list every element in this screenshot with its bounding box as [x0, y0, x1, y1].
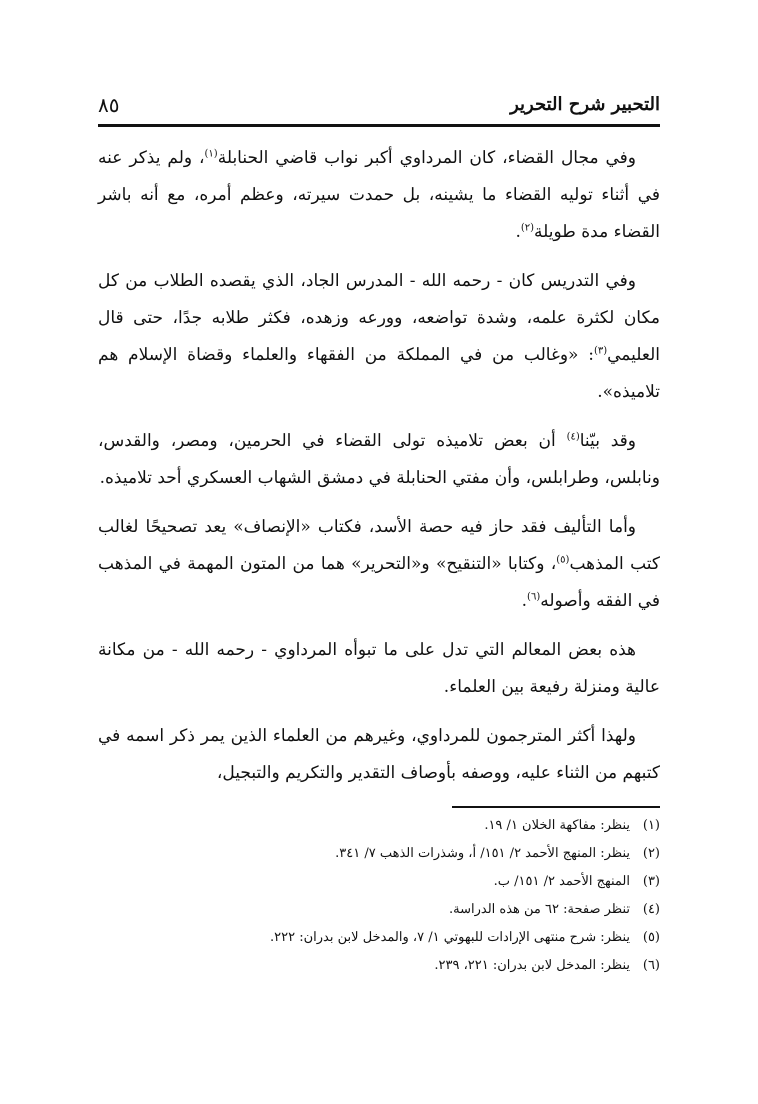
paragraph-text: وقد بيّنا [579, 431, 636, 451]
paragraph-text: ولهذا أكثر المترجمون للمرداوي، وغيرهم من العلماء الذين يمر ذكر اسمه في كتبهم من الثناء عليه، ووصفه بأوصاف التقدير والتكريم والتبجيل، [98, 726, 660, 783]
footnote-marker[interactable]: (٦) [527, 591, 541, 603]
footnote-separator [452, 806, 660, 808]
paragraph [98, 718, 660, 792]
body-text [98, 140, 660, 804]
footnote-text: المنهج الأحمد ٢/ ١٥١/ ب. [493, 874, 630, 889]
paragraph-text: : «وغالب من في المملكة من الفقهاء والعلماء وقضاة الإسلام هم تلاميذه». [98, 345, 660, 402]
footnote [98, 868, 660, 896]
footnote-text: ينظر: المدخل لابن بدران: ٢٢١، ٢٣٩. [434, 958, 630, 973]
footnote-number: (٢) [642, 846, 660, 861]
footnote [98, 924, 660, 952]
page-header [98, 90, 660, 120]
header-rule [98, 124, 660, 127]
footnote-number: (٥) [642, 930, 660, 945]
paragraph [98, 263, 660, 411]
footnote [98, 896, 660, 924]
paragraph [98, 632, 660, 706]
footnote-text: ينظر: شرح منتهى الإرادات للبهوتي ١/ ٧، والمدخل لابن بدران: ٢٢٢. [270, 930, 630, 945]
footnote-marker[interactable]: (٢) [520, 222, 535, 234]
footnote-text: ينظر: المنهج الأحمد ٢/ ١٥١/ أ، وشذرات الذهب ٧/ ٣٤١. [335, 846, 630, 861]
footnote-text: ينظر: مفاكهة الخلان ١/ ١٩. [484, 818, 630, 833]
running-title: التحبير شرح التحرير [510, 94, 660, 115]
footnote-number: (٦) [642, 958, 660, 973]
footnote-marker[interactable]: (٣) [593, 345, 608, 357]
paragraph-text: وفي مجال القضاء، كان المرداوي أكبر نواب قاضي الحنابلة [217, 148, 636, 168]
page-number: ٨٥ [98, 93, 120, 117]
footnote-number: (٤) [642, 902, 660, 917]
paragraph-text: وأما التأليف فقد حاز فيه حصة الأسد، فكتاب «الإنصاف» يعد تصحيحًا لغالب كتب المذهب [98, 517, 660, 574]
paragraph-text: ، وكتابا «التنقيح» و«التحرير» هما من المتون المهمة في المذهب في الفقه وأصوله [98, 554, 660, 611]
paragraph-text: ، ولم يذكر عنه في أثناء توليه القضاء ما يشينه، بل حمدت سيرته، وعظم أمره، مع أنه باشر القضاء مدة طويلة [98, 148, 660, 242]
paragraph-text: وفي التدريس كان - رحمه الله - المدرس الجاد، الذي يقصده الطلاب من كل مكان لكثرة علمه، وشدة تواضعه، وورعه وزهده، فكثر طلابه جدًا، حتى قال العليمي [98, 271, 660, 365]
footnote-text: تنظر صفحة: ٦٢ من هذه الدراسة. [449, 902, 630, 917]
paragraph [98, 423, 660, 497]
paragraph-text: . [515, 222, 521, 242]
footnote-marker[interactable]: (٥) [556, 554, 570, 566]
footnote-marker[interactable]: (٤) [566, 431, 580, 443]
footnote [98, 840, 660, 868]
paragraph [98, 509, 660, 620]
footnote-number: (١) [642, 818, 660, 833]
paragraph-text: . [521, 591, 528, 611]
paragraph-text: هذه بعض المعالم التي تدل على ما تبوأه المرداوي - رحمه الله - من مكانة عالية ومنزلة رفيعة بين العلماء. [98, 640, 660, 697]
paragraph-text: أن بعض تلاميذه تولى القضاء في الحرمين، ومصر، والقدس، ونابلس، وطرابلس، وأن مفتي الحنابلة في دمشق الشهاب العسكري أحد تلاميذه. [98, 431, 660, 488]
footnote-marker[interactable]: (١) [204, 148, 218, 160]
footnote [98, 812, 660, 840]
paragraph [98, 140, 660, 251]
footnote-number: (٣) [642, 874, 660, 889]
footnotes [98, 812, 660, 980]
footnote [98, 952, 660, 980]
